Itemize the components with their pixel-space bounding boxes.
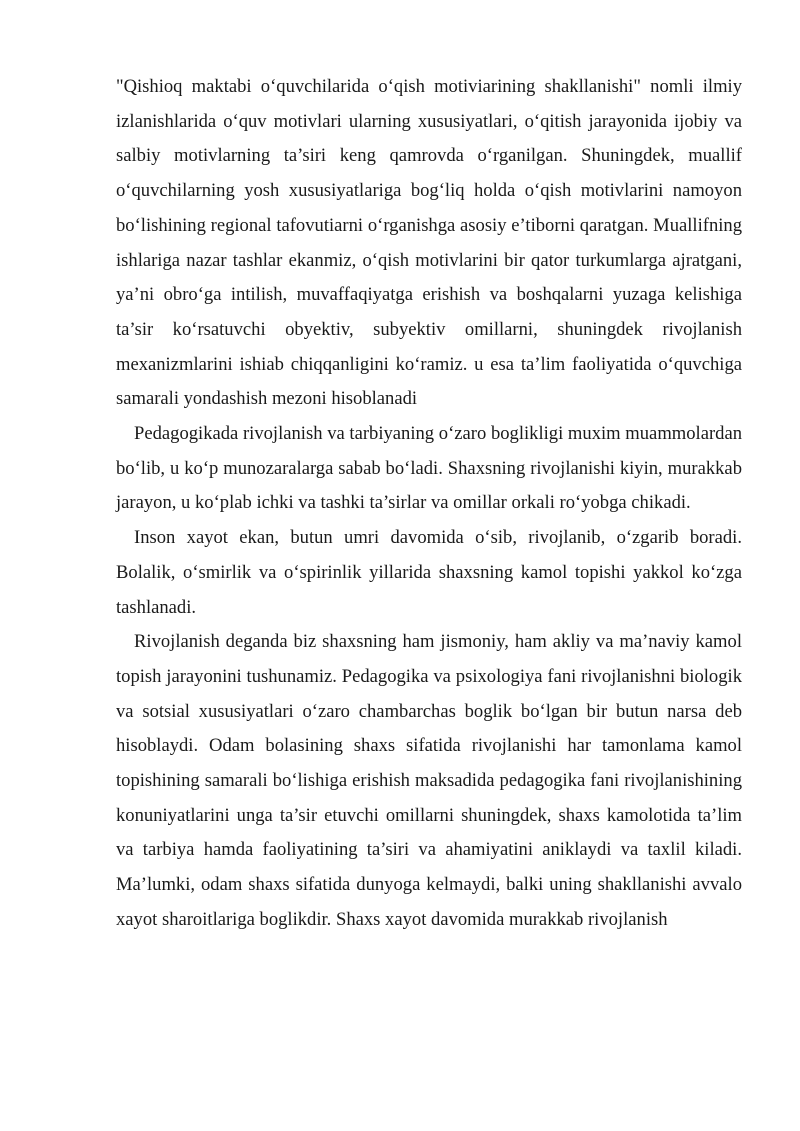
paragraph-3: Inson xayot ekan, butun umri davomida o‘sib, rivojlanib, o‘zgarib boradi. Bolalik, o‘smirlik va o‘spirinlik yillarida shaxsning kamol topishi yakkol ko‘zga tashlanadi. (116, 527, 742, 618)
document-page (116, 70, 742, 938)
paragraph-4: Rivojlanish deganda biz shaxsning ham jismoniy, ham akliy va ma’naviy kamol topish jarayonini tushunamiz. Pedagogika va psixologiya fani rivojlanishni biologik va sotsial xususiyatlari o‘zaro chambarchas boglik bo‘lgan bir butun narsa deb hisoblaydi. Odam bolasining shaxs sifatida rivojlanishi har tamonlama kamol topishining samarali bo‘lishiga erishish maksadida pedagogika fani rivojlanishining konuniyatlarini unga ta’sir etuvchi omillarni shuningdek, shaxs kamolotida ta’lim va tarbiya hamda faoliyatining ta’siri va ahamiyatini aniklaydi va taxlil kiladi. Ma’lumki, odam shaxs sifatida dunyoga kelmaydi, balki uning shakllanishi avvalo xayot sharoitlariga boglikdir. Shaxs xayot davomida murakkab rivojlanish (116, 631, 742, 930)
paragraph-2: Pedagogikada rivojlanish va tarbiyaning o‘zaro boglikligi muxim muammolardan bo‘lib, u ko‘p munozaralarga sabab bo‘ladi. Shaxsning rivojlanishi kiyin, murakkab jarayon, u ko‘plab ichki va tashki ta’sirlar va omillar orkali ro‘yobga chikadi. (116, 423, 742, 514)
paragraph-1: "Qishioq maktabi o‘quvchilarida o‘qish motiviarining shakllanishi" nomli ilmiy izlanishlarida o‘quv motivlari ularning xususiyatlari, o‘qitish jarayonida ijobiy va salbiy motivlarning ta’siri keng qamrovda o‘rganilgan. Shuningdek, muallif o‘quvchilarning yosh xususiyatlariga bog‘liq holda o‘qish motivlarini namoyon bo‘lishining regional tafovutiarni o‘rganishga asosiy e’tiborni qaratgan. Muallifning ishlariga nazar tashlar ekanmiz, o‘qish motivlarini bir qator turkumlarga ajratgani, ya’ni obro‘ga intilish, muvaffaqiyatga erishish va boshqalarni yuzaga kelishiga ta’sir ko‘rsatuvchi obyektiv, subyektiv omillarni, shuningdek rivojlanish mexanizmlarini ishiab chiqqanligini ko‘ramiz. u esa ta’lim faoliyatida o‘quvchiga samarali yondashish mezoni hisoblanadi (116, 76, 742, 410)
